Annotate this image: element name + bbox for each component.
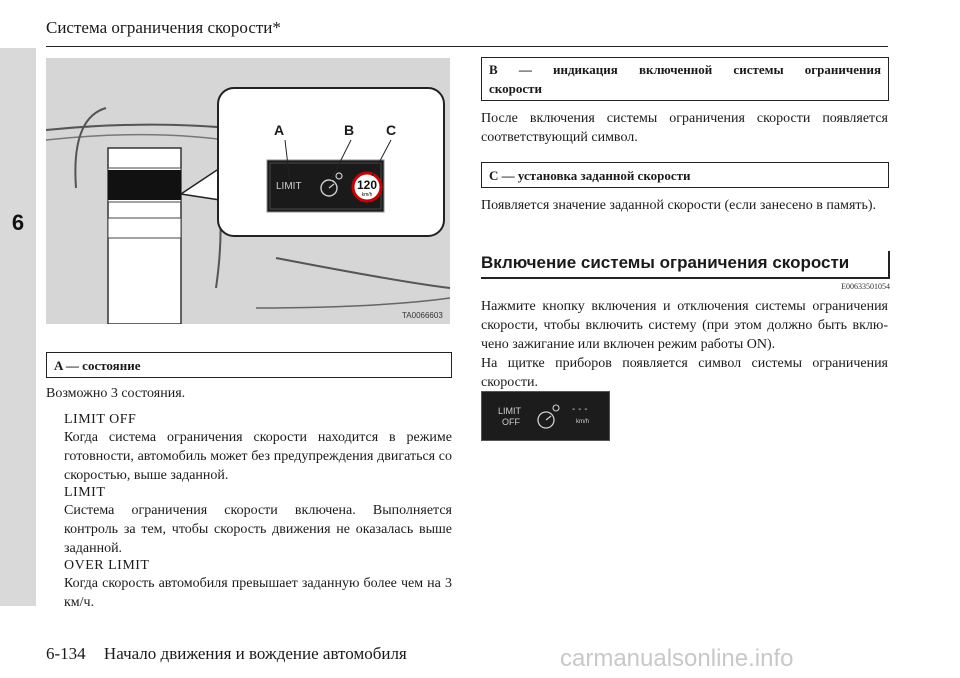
- chapter-side-tab: [0, 48, 36, 606]
- callout-b: B: [344, 122, 355, 138]
- section-code: E00633501054: [841, 282, 890, 291]
- page-footer: [46, 644, 407, 664]
- state-desc-limit: Система ограничения скорости включена. Выполняется контроль за тем, чтобы скорость движения не оказалась выше заданной.: [64, 503, 452, 556]
- text-c: Появляется значение заданной скорости (если занесено в память).: [481, 198, 877, 213]
- text-b: После включения системы ограничения скорости появляется соответствующий символ.: [481, 111, 888, 145]
- label-box-b: [481, 57, 889, 101]
- label-box-a: A — состояние: [46, 352, 452, 378]
- limit-off-display: [481, 391, 610, 441]
- header-divider: [46, 46, 888, 47]
- section-text-2: На щитке приборов появляется символ системы ограничения скорости.: [481, 356, 888, 390]
- set-speed-unit: km/h: [361, 192, 373, 198]
- state-term-limit-off: LIMIT OFF: [64, 412, 137, 427]
- set-speed-value: 120: [356, 178, 378, 192]
- mini-speed-dashes: - - -: [572, 404, 588, 415]
- state-desc-over-limit: Когда скорость автомобиля превышает заданную более чем на 3 км/ч.: [64, 576, 452, 610]
- section-heading: Включение системы ограничения скорости: [481, 253, 850, 272]
- footer-chapter-title: Начало движения и вождение автомобиля: [103, 644, 407, 663]
- states-list: [64, 412, 452, 612]
- callout-a: A: [274, 122, 285, 138]
- watermark: carmanualsonline.info: [560, 645, 794, 672]
- figure-code: TA0066603: [402, 311, 443, 320]
- mini-off-text: OFF: [502, 417, 520, 427]
- chapter-number: 6: [11, 210, 25, 235]
- section-heading-bar: [888, 251, 890, 279]
- instrument-cluster-illustration: [46, 58, 450, 324]
- callout-c: C: [386, 122, 397, 138]
- label-box-c: C — установка заданной скорости: [481, 162, 889, 188]
- state-desc-limit-off: Когда система ограничения скорости находится в режиме готовности, автомобиль может без предупреждения двигаться со скоростью, выше заданной.: [64, 430, 452, 483]
- speed-limiter-icon: [536, 402, 562, 432]
- limit-indicator-text: LIMIT: [276, 181, 302, 192]
- section-heading-rule: [481, 277, 890, 279]
- state-term-over-limit: OVER LIMIT: [64, 558, 150, 573]
- mini-limit-text: LIMIT: [498, 406, 522, 416]
- page-number: 6-134: [46, 644, 86, 663]
- mini-speed-unit: km/h: [576, 419, 590, 425]
- states-intro: Возможно 3 состояния.: [46, 386, 186, 401]
- label-b-line2: скорости: [489, 81, 542, 96]
- section-text-1: Нажмите кнопку включения и отключения системы ограничения скорости, чтобы включить систему (при этом должно быть вклю-чено зажигание или включен режим работы ON).: [481, 299, 888, 352]
- state-term-limit: LIMIT: [64, 485, 106, 500]
- page-header-title: Система ограничения скорости*: [46, 18, 281, 37]
- label-b-line1: B — индикация включенной системы ограничения: [489, 62, 881, 77]
- cluster-drawing: [46, 58, 450, 324]
- section-text: [481, 297, 888, 392]
